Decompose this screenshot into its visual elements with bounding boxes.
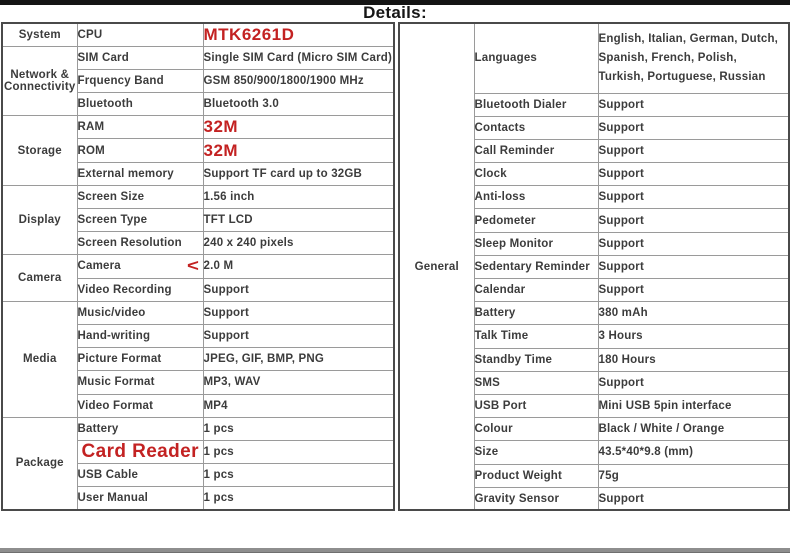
spec-value-camera: < 2.0 M	[203, 255, 394, 278]
spec-name-anti-loss: Anti-loss	[474, 186, 598, 209]
spec-value-video-recording: Support	[203, 278, 394, 301]
category-label-display: Display	[2, 185, 77, 255]
spec-name-languages: Languages	[474, 23, 598, 93]
spec-name-product-weight: Product Weight	[474, 464, 598, 487]
spec-row-ram	[2, 116, 394, 139]
category-label-general: General	[399, 23, 474, 510]
spec-name-picture-format: Picture Format	[77, 348, 203, 371]
spec-name-external-memory: External memory	[77, 162, 203, 185]
spec-row-camera	[2, 255, 394, 278]
spec-name-cpu: CPU	[77, 23, 203, 46]
spec-value-usb-cable: 1 pcs	[203, 464, 394, 487]
spec-name-camera: Camera	[77, 255, 203, 278]
spec-name-sim-card: SIM Card	[77, 46, 203, 69]
spec-name-usb-cable: USB Cable	[77, 464, 203, 487]
spec-name-user-manual: User Manual	[77, 487, 203, 510]
spec-value-size: 43.5*40*9.8 (mm)	[598, 441, 789, 464]
right-spec-table	[398, 22, 790, 511]
page-title: Details:	[363, 3, 427, 22]
spec-name-screen-size: Screen Size	[77, 185, 203, 208]
spec-value-sedentary-reminder: Support	[598, 255, 789, 278]
category-label-media: Media	[2, 301, 77, 417]
spec-name-hand-writing: Hand-writing	[77, 324, 203, 347]
spec-value-anti-loss: Support	[598, 186, 789, 209]
spec-name-gravity-sensor: Gravity Sensor	[474, 487, 598, 510]
spec-row-cpu	[2, 23, 394, 46]
spec-name-bluetooth: Bluetooth	[77, 93, 203, 116]
spec-name-colour: Colour	[474, 418, 598, 441]
spec-value-standby-time: 180 Hours	[598, 348, 789, 371]
spec-value-screen-size: 1.56 inch	[203, 185, 394, 208]
spec-value-colour: Black / White / Orange	[598, 418, 789, 441]
spec-name-sedentary-reminder: Sedentary Reminder	[474, 255, 598, 278]
spec-row-sim-card	[2, 46, 394, 69]
category-label-storage: Storage	[2, 116, 77, 186]
spec-value-hand-writing: Support	[203, 324, 394, 347]
spec-name-screen-type: Screen Type	[77, 209, 203, 232]
spec-name-sms: SMS	[474, 371, 598, 394]
spec-name-ram: RAM	[77, 116, 203, 139]
spec-name-battery: Battery	[474, 302, 598, 325]
spec-row-languages	[399, 23, 789, 93]
spec-value-sms: Support	[598, 371, 789, 394]
spec-name-battery: Battery	[77, 417, 203, 440]
spec-row-screen-size	[2, 185, 394, 208]
spec-value-pedometer: Support	[598, 209, 789, 232]
spec-value-call-reminder: Support	[598, 139, 789, 162]
category-label-network-connectivity: Network & Connectivity	[2, 46, 77, 116]
category-label-camera: Camera	[2, 255, 77, 301]
spec-value-calendar: Support	[598, 279, 789, 302]
spec-row-battery	[2, 417, 394, 440]
spec-name-size: Size	[474, 441, 598, 464]
spec-name-standby-time: Standby Time	[474, 348, 598, 371]
spec-value-frquency-band: GSM 850/900/1800/1900 MHz	[203, 69, 394, 92]
category-label-package: Package	[2, 417, 77, 510]
spec-value-bluetooth-dialer: Support	[598, 93, 789, 116]
spec-name-sleep-monitor: Sleep Monitor	[474, 232, 598, 255]
spec-name-video-recording: Video Recording	[77, 278, 203, 301]
spec-name-music-format: Music Format	[77, 371, 203, 394]
spec-value-card-reader: 1 pcs	[203, 440, 394, 463]
spec-value-rom: 32M	[203, 139, 394, 162]
spec-value-usb-port: Mini USB 5pin interface	[598, 394, 789, 417]
spec-name-music-video: Music/video	[77, 301, 203, 324]
spec-value-screen-type: TFT LCD	[203, 209, 394, 232]
spec-value-bluetooth: Bluetooth 3.0	[203, 93, 394, 116]
spec-row-music-video	[2, 301, 394, 324]
spec-value-cpu: MTK6261D	[203, 23, 394, 46]
spec-name-call-reminder: Call Reminder	[474, 139, 598, 162]
spec-value-sim-card: Single SIM Card (Micro SIM Card)	[203, 46, 394, 69]
spec-name-talk-time: Talk Time	[474, 325, 598, 348]
spec-value-talk-time: 3 Hours	[598, 325, 789, 348]
spec-name-clock: Clock	[474, 163, 598, 186]
spec-value-user-manual: 1 pcs	[203, 487, 394, 510]
spec-name-rom: ROM	[77, 139, 203, 162]
bottom-gray-bar	[0, 548, 790, 553]
spec-name-pedometer: Pedometer	[474, 209, 598, 232]
spec-value-gravity-sensor: Support	[598, 487, 789, 510]
spec-value-screen-resolution: 240 x 240 pixels	[203, 232, 394, 255]
spec-value-sleep-monitor: Support	[598, 232, 789, 255]
spec-value-battery: 1 pcs	[203, 417, 394, 440]
category-label-system: System	[2, 23, 77, 46]
red-arrow-marker-icon: <	[186, 256, 199, 276]
spec-value-contacts: Support	[598, 116, 789, 139]
spec-value-clock: Support	[598, 163, 789, 186]
spec-value-battery: 380 mAh	[598, 302, 789, 325]
spec-name-card-reader: Card Reader	[77, 440, 203, 463]
spec-value-external-memory: Support TF card up to 32GB	[203, 162, 394, 185]
spec-name-video-format: Video Format	[77, 394, 203, 417]
spec-value-music-video: Support	[203, 301, 394, 324]
spec-name-contacts: Contacts	[474, 116, 598, 139]
spec-name-bluetooth-dialer: Bluetooth Dialer	[474, 93, 598, 116]
spec-name-calendar: Calendar	[474, 279, 598, 302]
spec-value-ram: 32M	[203, 116, 394, 139]
spec-value-product-weight: 75g	[598, 464, 789, 487]
spec-name-usb-port: USB Port	[474, 394, 598, 417]
left-spec-table	[1, 22, 395, 511]
spec-value-music-format: MP3, WAV	[203, 371, 394, 394]
spec-name-screen-resolution: Screen Resolution	[77, 232, 203, 255]
spec-value-video-format: MP4	[203, 394, 394, 417]
spec-value-picture-format: JPEG, GIF, BMP, PNG	[203, 348, 394, 371]
spec-value-languages: English, Italian, German, Dutch, Spanish, French, Polish, Turkish, Portuguese, Russian	[598, 23, 789, 93]
spec-name-frquency-band: Frquency Band	[77, 69, 203, 92]
